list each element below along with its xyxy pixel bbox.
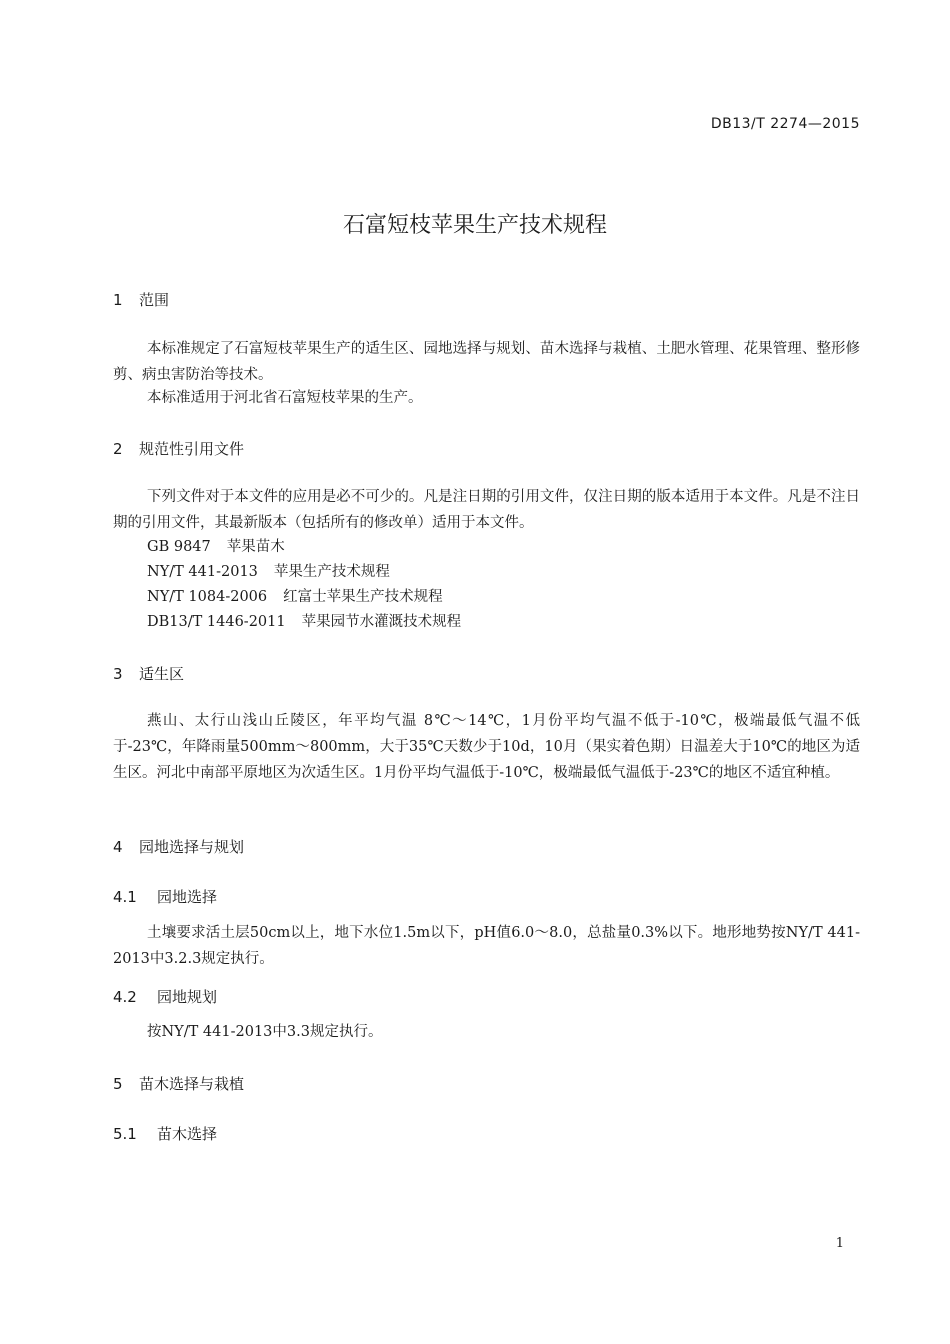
section-title: 苗木选择: [157, 1125, 218, 1143]
reference-code: NY/T 1084-2006: [147, 589, 268, 605]
paragraph: 按NY/T 441-2013中3.3规定执行。: [147, 1024, 383, 1040]
page-title: 石富短枝苹果生产技术规程: [342, 213, 607, 238]
section-number: 3: [113, 665, 123, 683]
subsection-heading-5-1: [113, 1123, 217, 1144]
reference-code: GB 9847: [147, 539, 211, 555]
reference-title: 苹果生产技术规程: [273, 564, 390, 580]
section-title: 园地选择与规划: [139, 838, 245, 856]
reference-title: 苹果园节水灌溉技术规程: [301, 614, 462, 630]
section-number: 5.1: [113, 1125, 137, 1143]
document-number: DB13/T 2274—2015: [710, 116, 860, 132]
section-number: 4.2: [113, 988, 137, 1006]
section-title: 适生区: [139, 665, 185, 683]
paragraph: 燕山、太行山浅山丘陵区，年平均气温 8℃～14℃，1月份平均气温不低于-10℃，极端最低气温不低于-23℃，年降雨量500mm～800mm，大于35℃天数少于10d，10月（果实着色期）日温差大于10℃的地区为适生区。河北中南部平原地区为次适生区。1月份平均气温低于-10℃，极端最低气温低于-23℃的地区不适宜种植。: [113, 713, 860, 781]
paragraph: 本标准适用于河北省石富短枝苹果的生产。: [147, 390, 423, 406]
section-title: 规范性引用文件: [139, 440, 245, 458]
reference-title: 苹果苗木: [226, 539, 285, 555]
reference-item: [147, 560, 390, 584]
paragraph: 下列文件对于本文件的应用是必不可少的。凡是注日期的引用文件，仅注日期的版本适用于本文件。凡是不注日期的引用文件，其最新版本（包括所有的修改单）适用于本文件。: [113, 489, 860, 531]
reference-item: [147, 610, 461, 634]
section-number: 1: [113, 291, 123, 309]
section-number: 2: [113, 440, 123, 458]
section-number: 4: [113, 838, 123, 856]
reference-title: 红富士苹果生产技术规程: [283, 589, 443, 605]
reference-item: [147, 535, 285, 559]
section-title: 园地选择: [157, 888, 218, 906]
section-title: 苗木选择与栽植: [139, 1075, 245, 1093]
section-title: 范围: [139, 291, 170, 309]
section-heading-5: [113, 1073, 244, 1094]
section-heading-4: [113, 836, 244, 857]
section-number: 5: [113, 1075, 123, 1093]
reference-item: [147, 585, 443, 609]
section-number: 4.1: [113, 888, 137, 906]
page-number: 1: [835, 1236, 844, 1251]
section-heading-2: [113, 438, 244, 459]
paragraph: 本标准规定了石富短枝苹果生产的适生区、园地选择与规划、苗木选择与栽植、土肥水管理、花果管理、整形修剪、病虫害防治等技术。: [113, 341, 860, 383]
reference-code: NY/T 441-2013: [147, 564, 258, 580]
section-heading-3: [113, 663, 184, 684]
paragraph: 土壤要求活土层50cm以上，地下水位1.5m以下，pH值6.0～8.0，总盐量0.3%以下。地形地势按NY/T 441-2013中3.2.3规定执行。: [113, 925, 860, 967]
section-title: 园地规划: [157, 988, 218, 1006]
subsection-heading-4-1: [113, 886, 217, 907]
section-heading-1: [113, 289, 169, 310]
subsection-heading-4-2: [113, 986, 217, 1007]
reference-code: DB13/T 1446-2011: [147, 614, 286, 630]
